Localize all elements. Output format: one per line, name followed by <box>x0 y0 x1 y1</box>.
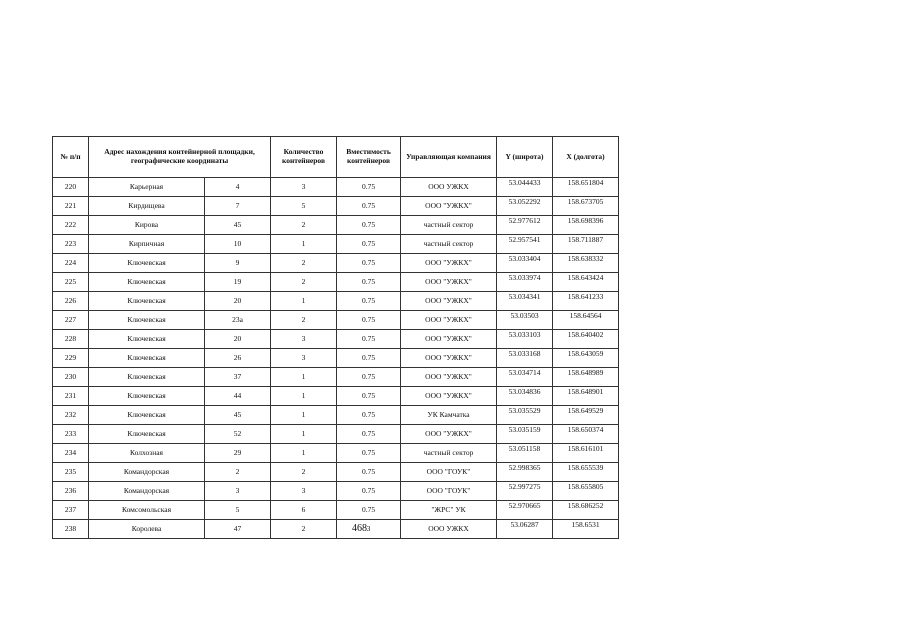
cell-latitude: 52.998365 <box>497 463 553 482</box>
cell-number: 232 <box>53 406 89 425</box>
cell-management-company: ООО "УЖКХ" <box>401 311 497 330</box>
cell-street: Королева <box>89 520 205 539</box>
cell-container-volume: 0.75 <box>337 178 401 197</box>
table-row <box>53 216 619 235</box>
cell-house: 5 <box>205 501 271 520</box>
cell-house: 7 <box>205 197 271 216</box>
table-row <box>53 482 619 501</box>
cell-container-volume: 0.75 <box>337 482 401 501</box>
cell-latitude: 53.052292 <box>497 197 553 216</box>
cell-number: 236 <box>53 482 89 501</box>
cell-container-volume: 0.75 <box>337 254 401 273</box>
table-row <box>53 273 619 292</box>
cell-management-company: ООО УЖКХ <box>401 520 497 539</box>
cell-house: 29 <box>205 444 271 463</box>
cell-house: 4 <box>205 178 271 197</box>
cell-container-count: 1 <box>271 368 337 387</box>
cell-house: 52 <box>205 425 271 444</box>
cell-container-volume: 0.75 <box>337 235 401 254</box>
cell-management-company: ООО "ГОУК" <box>401 482 497 501</box>
header-container-volume: Вместимость контейнеров <box>337 137 401 178</box>
cell-longitude: 158.698396 <box>553 216 619 235</box>
cell-street: Ключевская <box>89 330 205 349</box>
cell-management-company: ООО "УЖКХ" <box>401 387 497 406</box>
table-row <box>53 368 619 387</box>
cell-number: 223 <box>53 235 89 254</box>
cell-street: Кирдищева <box>89 197 205 216</box>
cell-number: 228 <box>53 330 89 349</box>
cell-container-volume: 0.75 <box>337 501 401 520</box>
cell-longitude: 158.641233 <box>553 292 619 311</box>
cell-longitude: 158.711887 <box>553 235 619 254</box>
cell-house: 10 <box>205 235 271 254</box>
cell-management-company: ООО "УЖКХ" <box>401 197 497 216</box>
cell-house: 9 <box>205 254 271 273</box>
cell-number: 222 <box>53 216 89 235</box>
cell-longitude: 158.655539 <box>553 463 619 482</box>
cell-street: Ключевская <box>89 292 205 311</box>
cell-street: Колхозная <box>89 444 205 463</box>
cell-management-company: УК Камчатка <box>401 406 497 425</box>
cell-management-company: ООО "УЖКХ" <box>401 273 497 292</box>
cell-container-count: 1 <box>271 235 337 254</box>
cell-house: 2 <box>205 463 271 482</box>
cell-number: 224 <box>53 254 89 273</box>
cell-longitude: 158.655805 <box>553 482 619 501</box>
cell-street: Кирпичная <box>89 235 205 254</box>
cell-container-count: 1 <box>271 406 337 425</box>
cell-house: 20 <box>205 330 271 349</box>
cell-container-count: 2 <box>271 273 337 292</box>
cell-container-volume: 0.75 <box>337 444 401 463</box>
cell-latitude: 52.977612 <box>497 216 553 235</box>
cell-latitude: 52.997275 <box>497 482 553 501</box>
cell-street: Кирова <box>89 216 205 235</box>
cell-container-count: 2 <box>271 463 337 482</box>
cell-management-company: ООО "ГОУК" <box>401 463 497 482</box>
cell-management-company: "ЖРС" УК <box>401 501 497 520</box>
cell-house: 37 <box>205 368 271 387</box>
table-row <box>53 292 619 311</box>
cell-house: 3 <box>205 482 271 501</box>
cell-latitude: 53.033168 <box>497 349 553 368</box>
cell-longitude: 158.649529 <box>553 406 619 425</box>
cell-container-count: 1 <box>271 425 337 444</box>
header-management-company: Управляющая компания <box>401 137 497 178</box>
cell-house: 19 <box>205 273 271 292</box>
cell-container-volume: 0.75 <box>337 368 401 387</box>
cell-latitude: 52.970665 <box>497 501 553 520</box>
cell-container-count: 3 <box>271 482 337 501</box>
cell-container-volume: 0.75 <box>337 197 401 216</box>
table-row <box>53 425 619 444</box>
cell-management-company: частный сектор <box>401 216 497 235</box>
cell-street: Ключевская <box>89 406 205 425</box>
cell-longitude: 158.648989 <box>553 368 619 387</box>
cell-street: Ключевская <box>89 254 205 273</box>
cell-number: 233 <box>53 425 89 444</box>
table-row <box>53 444 619 463</box>
address-table-container <box>52 136 618 539</box>
cell-longitude: 158.648901 <box>553 387 619 406</box>
cell-number: 237 <box>53 501 89 520</box>
cell-number: 238 <box>53 520 89 539</box>
header-container-count: Количество контейнеров <box>271 137 337 178</box>
cell-container-volume: 0.75 <box>337 292 401 311</box>
cell-management-company: ООО "УЖКХ" <box>401 254 497 273</box>
cell-latitude: 53.035529 <box>497 406 553 425</box>
cell-longitude: 158.64564 <box>553 311 619 330</box>
table-row <box>53 501 619 520</box>
cell-street: Карьерная <box>89 178 205 197</box>
cell-management-company: ООО "УЖКХ" <box>401 292 497 311</box>
table-row <box>53 197 619 216</box>
cell-number: 230 <box>53 368 89 387</box>
cell-longitude: 158.640402 <box>553 330 619 349</box>
cell-container-count: 3 <box>271 178 337 197</box>
cell-latitude: 53.044433 <box>497 178 553 197</box>
cell-street: Ключевская <box>89 425 205 444</box>
cell-latitude: 52.957541 <box>497 235 553 254</box>
cell-latitude: 53.06287 <box>497 520 553 539</box>
page-number: 468 <box>352 523 367 534</box>
cell-container-count: 3 <box>271 349 337 368</box>
cell-house: 45 <box>205 406 271 425</box>
cell-number: 225 <box>53 273 89 292</box>
header-latitude: Y (широта) <box>497 137 553 178</box>
cell-house: 45 <box>205 216 271 235</box>
header-number: № п/п <box>53 137 89 178</box>
cell-number: 221 <box>53 197 89 216</box>
cell-street: Ключевская <box>89 368 205 387</box>
cell-number: 227 <box>53 311 89 330</box>
cell-street: Ключевская <box>89 273 205 292</box>
cell-house: 20 <box>205 292 271 311</box>
cell-number: 226 <box>53 292 89 311</box>
cell-management-company: ООО УЖКХ <box>401 178 497 197</box>
container-sites-table <box>52 136 619 539</box>
cell-container-count: 2 <box>271 216 337 235</box>
cell-container-volume: 0.75 <box>337 425 401 444</box>
table-header-row <box>53 137 619 178</box>
cell-container-volume: 0.75 <box>337 330 401 349</box>
cell-latitude: 53.03503 <box>497 311 553 330</box>
cell-longitude: 158.650374 <box>553 425 619 444</box>
cell-container-volume: 0.75 <box>337 311 401 330</box>
cell-container-count: 2 <box>271 311 337 330</box>
table-row <box>53 235 619 254</box>
cell-number: 234 <box>53 444 89 463</box>
cell-longitude: 158.616101 <box>553 444 619 463</box>
cell-street: Ключевская <box>89 311 205 330</box>
cell-container-count: 2 <box>271 520 337 539</box>
cell-latitude: 53.035159 <box>497 425 553 444</box>
cell-container-volume: 0.75 <box>337 406 401 425</box>
cell-management-company: ООО "УЖКХ" <box>401 330 497 349</box>
cell-house: 44 <box>205 387 271 406</box>
cell-house: 47 <box>205 520 271 539</box>
cell-street: Ключевская <box>89 349 205 368</box>
cell-management-company: ООО "УЖКХ" <box>401 368 497 387</box>
cell-management-company: ООО "УЖКХ" <box>401 349 497 368</box>
cell-container-count: 2 <box>271 254 337 273</box>
table-row <box>53 330 619 349</box>
cell-street: Командорская <box>89 482 205 501</box>
cell-number: 231 <box>53 387 89 406</box>
cell-latitude: 53.034836 <box>497 387 553 406</box>
cell-longitude: 158.673705 <box>553 197 619 216</box>
cell-street: Ключевская <box>89 387 205 406</box>
cell-management-company: ООО "УЖКХ" <box>401 425 497 444</box>
table-body <box>53 178 619 539</box>
cell-street: Комсомольская <box>89 501 205 520</box>
cell-number: 229 <box>53 349 89 368</box>
header-address: Адрес нахождения контейнерной площадки, географические координаты <box>89 137 271 178</box>
cell-longitude: 158.686252 <box>553 501 619 520</box>
cell-house: 23а <box>205 311 271 330</box>
table-row <box>53 463 619 482</box>
cell-container-count: 1 <box>271 292 337 311</box>
cell-longitude: 158.643424 <box>553 273 619 292</box>
table-row <box>53 178 619 197</box>
cell-longitude: 158.651804 <box>553 178 619 197</box>
table-row <box>53 349 619 368</box>
cell-container-volume: 0.75 <box>337 387 401 406</box>
cell-management-company: частный сектор <box>401 235 497 254</box>
cell-latitude: 53.033404 <box>497 254 553 273</box>
cell-longitude: 158.6531 <box>553 520 619 539</box>
cell-container-volume: 0.75 <box>337 349 401 368</box>
cell-latitude: 53.033974 <box>497 273 553 292</box>
cell-longitude: 158.643059 <box>553 349 619 368</box>
cell-container-volume: 0.75 <box>337 463 401 482</box>
cell-management-company: частный сектор <box>401 444 497 463</box>
header-longitude: X (долгота) <box>553 137 619 178</box>
cell-latitude: 53.034341 <box>497 292 553 311</box>
cell-container-count: 3 <box>271 330 337 349</box>
cell-container-count: 1 <box>271 387 337 406</box>
table-row <box>53 387 619 406</box>
cell-number: 220 <box>53 178 89 197</box>
cell-container-volume: 0.75 <box>337 273 401 292</box>
cell-number: 235 <box>53 463 89 482</box>
cell-container-count: 5 <box>271 197 337 216</box>
table-row <box>53 311 619 330</box>
cell-street: Командорская <box>89 463 205 482</box>
cell-latitude: 53.033103 <box>497 330 553 349</box>
cell-container-volume: 3 <box>337 520 401 539</box>
table-row <box>53 520 619 539</box>
cell-latitude: 53.034714 <box>497 368 553 387</box>
cell-longitude: 158.638332 <box>553 254 619 273</box>
cell-container-count: 6 <box>271 501 337 520</box>
table-row <box>53 406 619 425</box>
cell-house: 26 <box>205 349 271 368</box>
cell-container-volume: 0.75 <box>337 216 401 235</box>
cell-container-count: 1 <box>271 444 337 463</box>
table-row <box>53 254 619 273</box>
cell-latitude: 53.051158 <box>497 444 553 463</box>
